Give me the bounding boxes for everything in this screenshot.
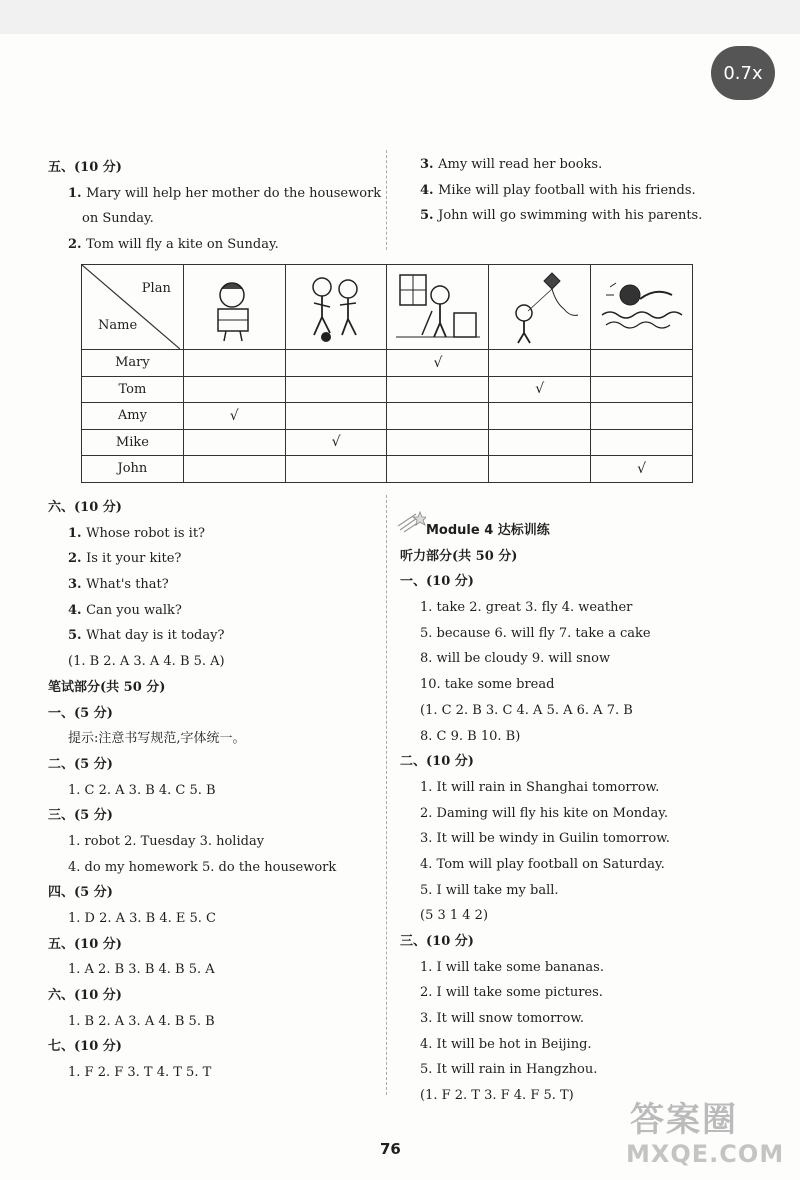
- module-title-text: Module 4 达标训练: [426, 523, 550, 538]
- item-text: What's that?: [86, 577, 169, 593]
- watermark-site-text: MXQE.COM: [626, 1140, 785, 1168]
- table-cell: [591, 403, 693, 430]
- answer-line: (5 3 1 4 2): [420, 908, 489, 924]
- table-cell: [183, 350, 285, 377]
- answer-item: [48, 623, 383, 649]
- answer-line: 1. B 2. A 3. A 4. B 5. B: [68, 1013, 215, 1029]
- column-divider: [386, 150, 387, 250]
- answer-line: 4. do my homework 5. do the housework: [68, 859, 337, 875]
- table-row: [82, 350, 693, 377]
- answer-line: (1. F 2. T 3. F 4. F 5. T): [420, 1088, 574, 1104]
- answer-line: 8. will be cloudy 9. will snow: [420, 651, 611, 667]
- answer-line: 4. It will be hot in Beijing.: [420, 1036, 592, 1052]
- answer-item: [48, 572, 383, 598]
- answer-line: 提示:注意书写规范,字体统一。: [68, 731, 246, 747]
- answer-line: 3. It will be windy in Guilin tomorrow.: [420, 831, 670, 847]
- table-cell: [183, 456, 285, 483]
- check-mark: √: [637, 460, 647, 477]
- picture-cell: [489, 265, 591, 350]
- reading-picture: [188, 265, 280, 345]
- picture-cell: [387, 265, 489, 350]
- section-heading: 二、(10 分): [400, 754, 474, 770]
- answer-item-continued: on Sunday.: [82, 211, 154, 227]
- answer-line: 5. I will take my ball.: [420, 882, 559, 898]
- section-heading: 一、(5 分): [48, 705, 113, 721]
- answer-line: 5. It will rain in Hangzhou.: [420, 1062, 598, 1078]
- section-heading: 一、(10 分): [400, 574, 474, 590]
- section-heading: 五、(10 分): [48, 936, 122, 952]
- shooting-star-icon: [396, 510, 426, 534]
- header-name-label: Name: [98, 318, 138, 333]
- answer-line: 1. F 2. F 3. T 4. T 5. T: [68, 1065, 212, 1081]
- answer-line: (1. C 2. B 3. C 4. A 5. A 6. A 7. B: [420, 702, 633, 718]
- football-picture: [290, 265, 382, 345]
- answer-item: [48, 546, 383, 572]
- table-cell: [489, 350, 591, 377]
- item-text: Tom will fly a kite on Sunday.: [86, 237, 279, 253]
- table-cell: [387, 376, 489, 403]
- answer-line: 2. I will take some pictures.: [420, 985, 603, 1001]
- column-divider: [386, 495, 387, 1095]
- page-number: 76: [380, 1140, 401, 1158]
- table-cell: [387, 350, 489, 377]
- housework-picture: [392, 265, 484, 345]
- table-cell: [183, 429, 285, 456]
- table-cell: [285, 376, 387, 403]
- answer-item: [48, 598, 383, 624]
- answer-item: [420, 203, 760, 229]
- table-row: [82, 376, 693, 403]
- answer-line: 2. Daming will fly his kite on Monday.: [420, 805, 668, 821]
- swimming-picture: [596, 265, 688, 345]
- table-cell: [489, 376, 591, 403]
- left-bottom-section: [48, 495, 383, 1086]
- table-cell: [591, 456, 693, 483]
- table-cell: [489, 403, 591, 430]
- item-text: Is it your kite?: [86, 551, 182, 567]
- row-name-cell: Tom: [82, 376, 184, 403]
- item-number: 5.: [68, 628, 87, 644]
- table-row: [82, 429, 693, 456]
- answer-item: [420, 152, 760, 178]
- table-cell: [489, 456, 591, 483]
- table-cell: [387, 403, 489, 430]
- item-number: 3.: [68, 577, 87, 593]
- section-heading: 笔试部分(共 50 分): [48, 679, 166, 695]
- check-mark: √: [535, 381, 545, 398]
- section-heading: 六、(10 分): [48, 500, 122, 515]
- table-cell: [591, 429, 693, 456]
- picture-cell: [591, 265, 693, 350]
- header-plan-label: Plan: [141, 281, 171, 296]
- answer-line: (1. B 2. A 3. A 4. B 5. A): [68, 654, 225, 670]
- answer-line: 1. C 2. A 3. B 4. C 5. B: [68, 782, 216, 798]
- kite-picture: [494, 265, 586, 345]
- table-header-row: [82, 265, 693, 350]
- table-cell: [591, 376, 693, 403]
- table-cell: [489, 429, 591, 456]
- section-heading: 五、(10 分): [48, 160, 122, 175]
- answer-line: 1. take 2. great 3. fly 4. weather: [420, 600, 633, 616]
- table-cell: [183, 403, 285, 430]
- item-number: 4.: [68, 602, 87, 618]
- answer-item: [420, 178, 760, 204]
- item-text: Amy will read her books.: [438, 157, 603, 172]
- table-cell: [591, 350, 693, 377]
- top-bar: [0, 0, 800, 34]
- item-number: 1.: [68, 185, 87, 201]
- item-number: 5.: [420, 208, 439, 224]
- answer-item: [48, 181, 383, 207]
- answer-line: 1. robot 2. Tuesday 3. holiday: [68, 833, 265, 849]
- picture-cell: [183, 265, 285, 350]
- table-cell: [285, 403, 387, 430]
- right-top-section: [420, 152, 760, 229]
- item-number: 2.: [68, 237, 87, 253]
- watermark-logo-text: 答案圈: [630, 1100, 738, 1140]
- row-name-cell: Amy: [82, 403, 184, 430]
- section-heading: 听力部分(共 50 分): [400, 548, 518, 564]
- row-name-cell: John: [82, 456, 184, 483]
- section-heading: 四、(5 分): [48, 885, 113, 901]
- answer-line: 5. because 6. will fly 7. take a cake: [420, 625, 651, 641]
- table-cell: [387, 429, 489, 456]
- item-text: John will go swimming with his parents.: [438, 208, 703, 224]
- row-name-cell: Mary: [82, 350, 184, 377]
- item-text: Can you walk?: [86, 602, 182, 618]
- table-row: [82, 403, 693, 430]
- left-top-section: [48, 155, 383, 258]
- watermark: [622, 1090, 792, 1180]
- right-bottom-section: [400, 518, 760, 1109]
- answer-line: 8. C 9. B 10. B): [420, 728, 521, 744]
- item-text: Whose robot is it?: [86, 525, 206, 541]
- answer-item: [48, 521, 383, 547]
- item-text: Mike will play football with his friends.: [438, 182, 696, 198]
- answer-line: 1. D 2. A 3. B 4. E 5. C: [68, 911, 217, 926]
- item-number: 3.: [420, 157, 439, 172]
- table-row: [82, 456, 693, 483]
- item-number: 1.: [68, 525, 87, 541]
- picture-cell: [285, 265, 387, 350]
- check-mark: √: [229, 407, 239, 424]
- answer-line: 1. It will rain in Shanghai tomorrow.: [420, 779, 660, 795]
- table-cell: [285, 429, 387, 456]
- answer-line: 4. Tom will play football on Saturday.: [420, 856, 665, 872]
- answer-line: 1. I will take some bananas.: [420, 959, 604, 975]
- section-heading: 二、(5 分): [48, 756, 113, 772]
- table-cell: [183, 376, 285, 403]
- item-text: Mary will help her mother do the housework: [86, 185, 382, 201]
- check-mark: √: [331, 434, 341, 451]
- module-title: [400, 518, 760, 544]
- section-heading: 六、(10 分): [48, 988, 122, 1004]
- plan-table: [81, 264, 693, 483]
- answer-line: 3. It will snow tomorrow.: [420, 1011, 585, 1027]
- row-name-cell: Mike: [82, 429, 184, 456]
- section-heading: 三、(5 分): [48, 808, 113, 824]
- table-cell: [387, 456, 489, 483]
- check-mark: √: [433, 354, 443, 371]
- item-text: What day is it today?: [86, 628, 225, 644]
- table-diagonal-header: [82, 265, 184, 350]
- item-number: 4.: [420, 182, 439, 198]
- zoom-badge[interactable]: 0.7x: [711, 46, 775, 100]
- answer-item: [48, 232, 383, 258]
- table-cell: [285, 456, 387, 483]
- answer-line: 10. take some bread: [420, 677, 555, 693]
- item-number: 2.: [68, 551, 87, 567]
- answer-line: 1. A 2. B 3. B 4. B 5. A: [68, 962, 215, 978]
- table-cell: [285, 350, 387, 377]
- section-heading: 三、(10 分): [400, 934, 474, 949]
- section-heading: 七、(10 分): [48, 1039, 122, 1055]
